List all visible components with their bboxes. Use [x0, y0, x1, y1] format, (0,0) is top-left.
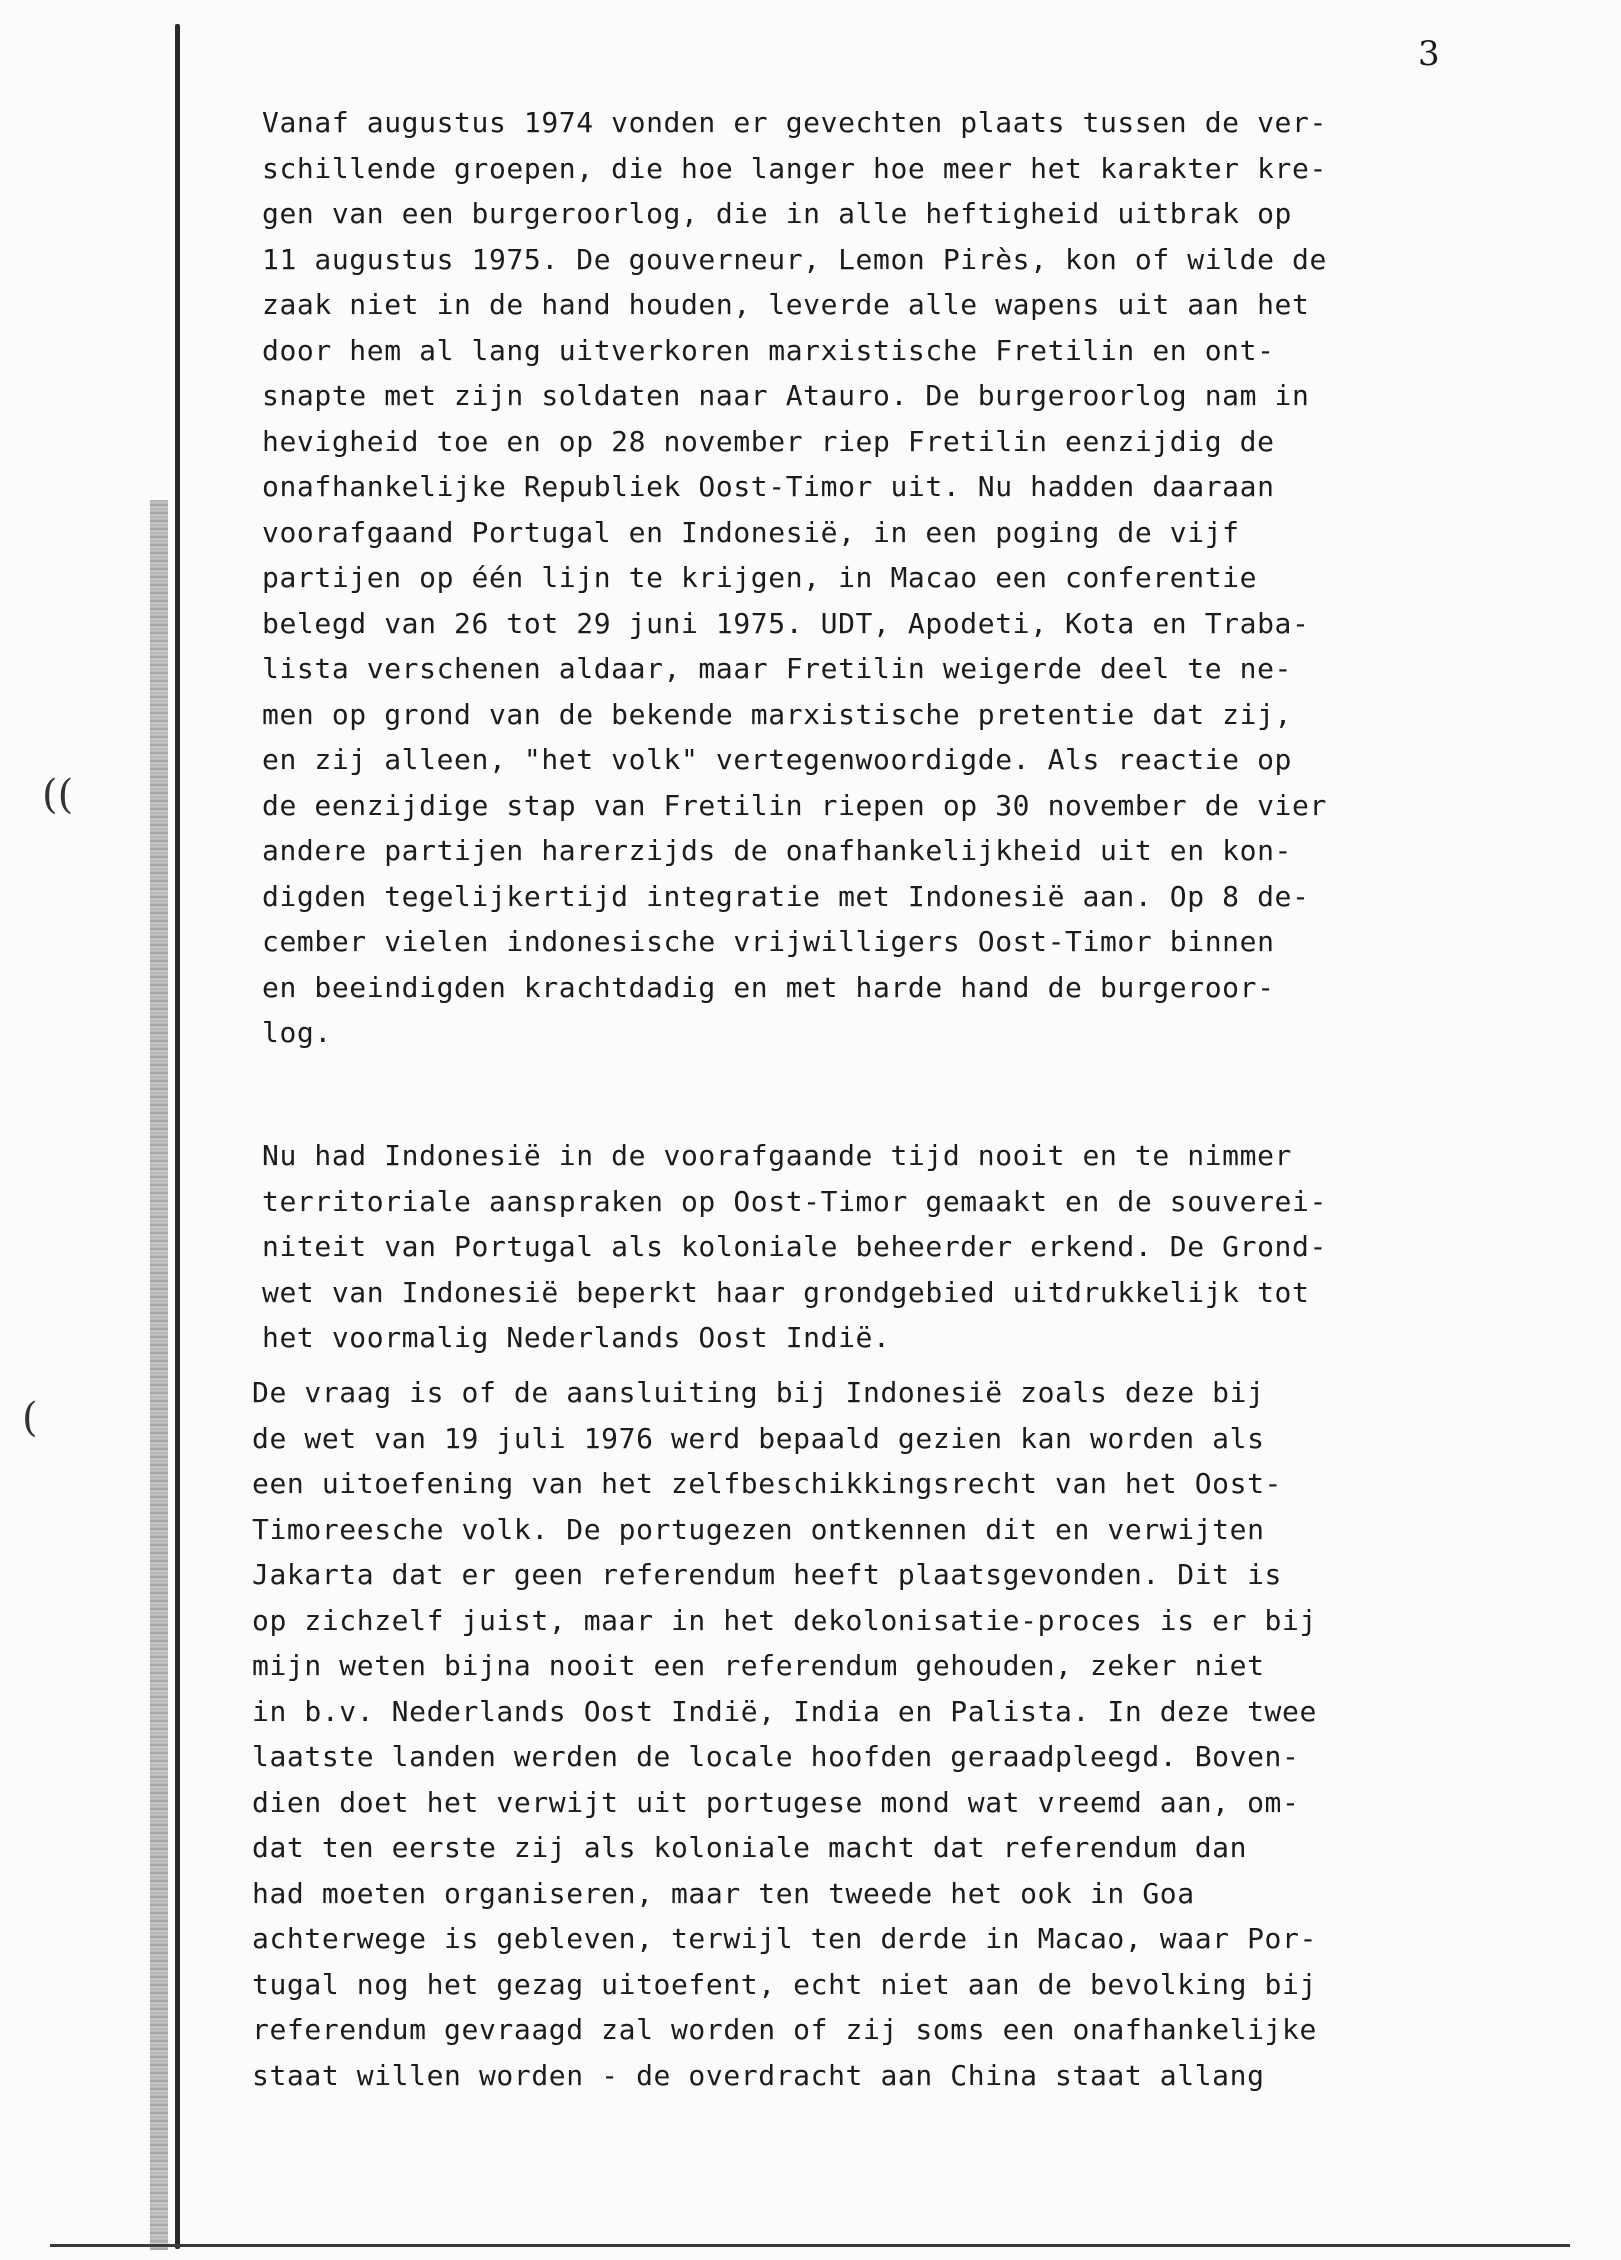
- bottom-margin-rule: [50, 2244, 1570, 2247]
- text-line: zaak niet in de hand houden, leverde alle wapens uit aan het: [262, 288, 1310, 321]
- text-line: in b.v. Nederlands Oost Indië, India en Palista. In deze twee: [252, 1694, 1317, 1728]
- text-line: men op grond van de bekende marxistische pretentie dat zij,: [262, 697, 1292, 731]
- text-line: op zichzelf juist, maar in het dekolonisatie-proces is er bij: [252, 1603, 1317, 1637]
- text-line: de eenzijdige stap van Fretilin riepen op 30 november de vier: [262, 788, 1327, 822]
- text-line: wet van Indonesië beperkt haar grondgebied uitdrukkelijk tot: [262, 1275, 1310, 1309]
- text-line: een uitoefening van het zelfbeschikkingsrecht van het Oost-: [252, 1467, 1282, 1500]
- scan-edge-shadow: [150, 500, 168, 2250]
- text-line: Vanaf augustus 1974 vonden er gevechten plaats tussen de ver-: [262, 106, 1327, 139]
- text-line: staat willen worden - de overdracht aan China staat allang: [252, 2058, 1265, 2092]
- text-line: territoriale aanspraken op Oost-Timor gemaakt en de souverei-: [262, 1184, 1327, 1218]
- page-number: 3: [1418, 34, 1440, 74]
- text-line: en zij alleen, "het volk" vertegenwoordigde. Als reactie op: [262, 743, 1292, 776]
- text-line: snapte met zijn soldaten naar Atauro. De burgeroorlog nam in: [262, 379, 1310, 412]
- text-line: voorafgaand Portugal en Indonesië, in een poging de vijf: [262, 515, 1240, 549]
- margin-annotation: ((: [42, 772, 74, 818]
- text-line: had moeten organiseren, maar ten tweede het ook in Goa: [252, 1876, 1195, 1910]
- text-line: digden tegelijkertijd integratie met Indonesië aan. Op 8 de-: [262, 879, 1310, 913]
- text-line: dien doet het verwijt uit portugese mond wat vreemd aan, om-: [252, 1785, 1300, 1819]
- text-line: De vraag is of de aansluiting bij Indonesië zoals deze bij: [252, 1376, 1265, 1409]
- text-line: het voormalig Nederlands Oost Indië.: [262, 1321, 891, 1354]
- text-line: lista verschenen aldaar, maar Fretilin weigerde deel te ne-: [262, 652, 1292, 685]
- text-line: achterwege is gebleven, terwijl ten derde in Macao, waar Por-: [252, 1922, 1317, 1955]
- left-margin-rule: [175, 24, 180, 2249]
- text-line: mijn weten bijna nooit een referendum gehouden, zeker niet: [252, 1649, 1265, 1682]
- paragraph-zelfbeschikkingsrecht: [252, 1370, 1502, 2098]
- text-line: 11 augustus 1975. De gouverneur, Lemon Pirès, kon of wilde de: [262, 242, 1327, 276]
- paragraph-burgeroorlog: [262, 100, 1512, 1056]
- text-line: hevigheid toe en op 28 november riep Fretilin eenzijdig de: [262, 424, 1275, 458]
- text-line: en beeindigden krachtdadig en met harde hand de burgeroor-: [262, 970, 1275, 1004]
- text-line: onafhankelijke Republiek Oost-Timor uit. Nu hadden daaraan: [262, 470, 1275, 503]
- text-line: andere partijen harerzijds de onafhankelijkheid uit en kon-: [262, 834, 1292, 867]
- text-line: door hem al lang uitverkoren marxistische Fretilin en ont-: [262, 333, 1275, 367]
- text-line: dat ten eerste zij als koloniale macht dat referendum dan: [252, 1831, 1248, 1864]
- text-line: belegd van 26 tot 29 juni 1975. UDT, Apodeti, Kota en Traba-: [262, 606, 1310, 640]
- margin-annotation: (: [22, 1395, 38, 1441]
- text-line: log.: [262, 1016, 332, 1049]
- text-line: niteit van Portugal als koloniale beheerder erkend. De Grond-: [262, 1230, 1327, 1263]
- text-line: partijen op één lijn te krijgen, in Macao een conferentie: [262, 561, 1258, 594]
- text-line: Jakarta dat er geen referendum heeft plaatsgevonden. Dit is: [252, 1558, 1282, 1591]
- text-line: referendum gevraagd zal worden of zij soms een onafhankelijke: [252, 2013, 1317, 2046]
- paragraph-territoriale-aanspraken: [262, 1133, 1512, 1361]
- text-line: tugal nog het gezag uitoefent, echt niet aan de bevolking bij: [252, 1967, 1317, 2001]
- text-line: gen van een burgeroorlog, die in alle heftigheid uitbrak op: [262, 197, 1292, 230]
- text-line: de wet van 19 juli 1976 werd bepaald gezien kan worden als: [252, 1421, 1265, 1455]
- text-line: laatste landen werden de locale hoofden geraadpleegd. Boven-: [252, 1740, 1300, 1773]
- text-line: schillende groepen, die hoe langer hoe meer het karakter kre-: [262, 151, 1327, 185]
- text-line: Timoreesche volk. De portugezen ontkennen dit en verwijten: [252, 1512, 1265, 1546]
- text-line: cember vielen indonesische vrijwilligers Oost-Timor binnen: [262, 925, 1275, 958]
- text-line: Nu had Indonesië in de voorafgaande tijd nooit en te nimmer: [262, 1139, 1292, 1172]
